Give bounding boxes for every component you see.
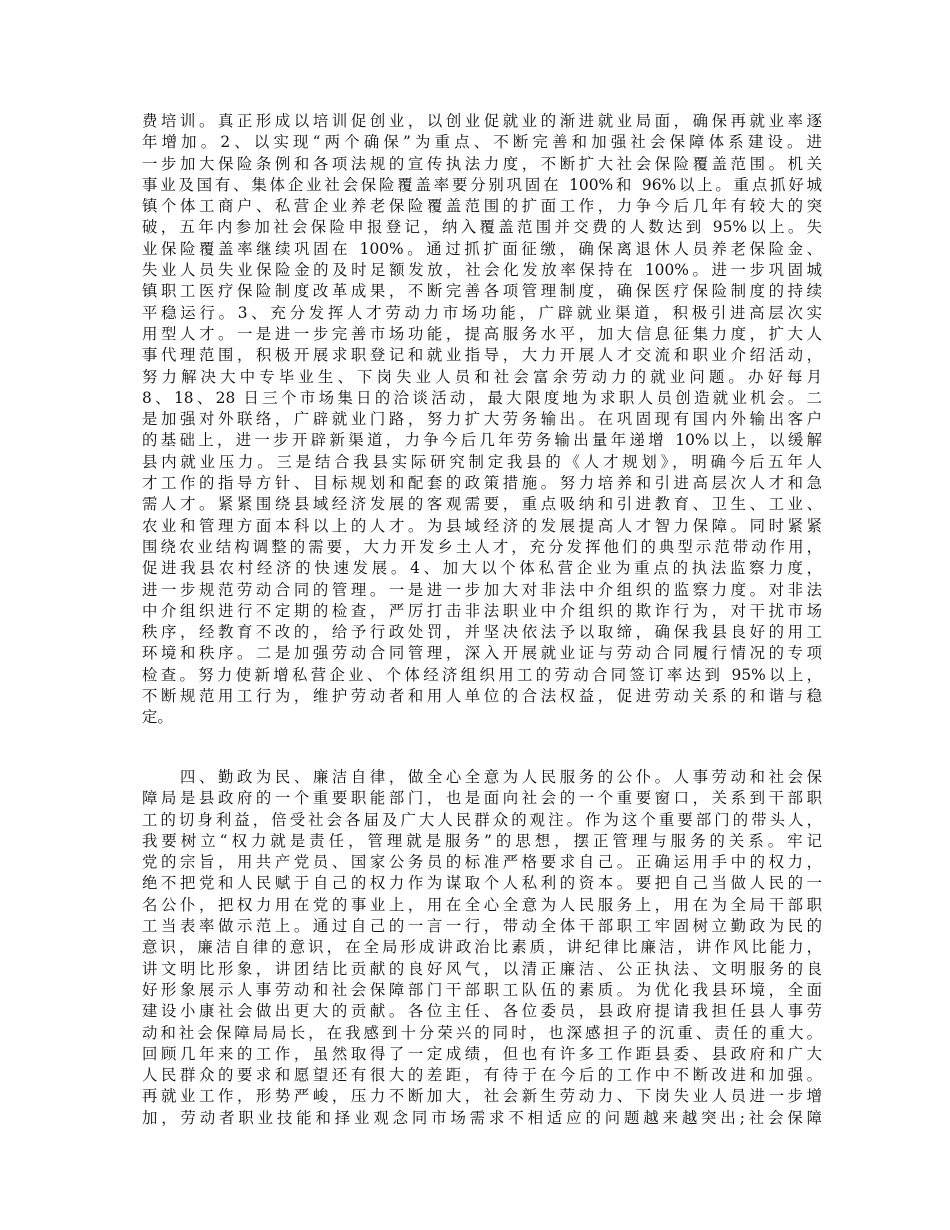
text-line: 不断规范用工行为，维护劳动者和用人单位的合法权益，促进劳动关系的和谐与稳 [142,687,822,706]
text-line: 事代理范围，积极开展求职登记和就业指导，大力开展人才交流和职业介绍活动， [142,346,822,365]
text-line: 定。 [142,708,173,727]
text-line: 中介组织进行不定期的检查，严厉打击非法职业中介组织的欺诈行为，对干扰市场 [142,601,822,620]
text-line: 破，五年内参加社会保险申报登记，纳入覆盖范围并交费的人数达到 95%以上。失 [142,218,822,237]
text-line: 县内就业压力。三是结合我县实际研究制定我县的《人才规划》，明确今后五年人 [142,452,822,471]
text-line: 用型人才。一是进一步完善市场功能，提高服务水平，加大信息征集力度，扩大人 [142,324,822,343]
text-line: 好形象展示人事劳动和社会保障部门干部职工队伍的素质。为优化我县环境，全面 [142,980,822,999]
text-line: 四、勤政为民、廉洁自律，做全心全意为人民服务的公仆。人事劳动和社会保 [142,768,822,786]
text-line: 镇职工医疗保险制度改革成果，不断完善各项管理制度，确保医疗保险制度的持续 [142,282,822,301]
text-line: 障局是县政府的一个重要职能部门，也是面向社会的一个重要窗口，关系到干部职 [142,789,822,808]
text-line: 绝不把党和人民赋于自己的权力作为谋取个人私利的资本。要把自己当做人民的一 [142,874,822,893]
text-line: 费培训。真正形成以培训促创业，以创业促就业的渐进就业局面，确保再就业率逐 [142,112,822,130]
text-line: 8、18、28 日三个市场集日的洽谈活动，最大限度地为求职人员创造就业机会。二 [142,388,822,407]
text-line: 动和社会保障局局长，在我感到十分荣兴的同时，也深感担子的沉重、责任的重大。 [142,1023,822,1042]
text-line: 年增加。2、以实现“两个确保”为重点、不断完善和加强社会保障体系建设。进 [142,133,822,152]
text-line: 工的切身利益，倍受社会各届及广大人民群众的观注。作为这个重要部门的带头人， [142,810,822,829]
paragraph-1 [142,111,822,729]
text-line: 农业和管理方面本科以上的人才。为县域经济的发展提高人才智力保障。同时紧紧 [142,516,822,535]
text-line: 事业及国有、集体企业社会保险覆盖率要分别巩固在 100%和 96%以上。重点抓好城 [142,175,822,194]
text-line: 围绕农业结构调整的需要，大力开发乡土人才，充分发挥他们的典型示范带动作用， [142,537,822,556]
text-line: 回顾几年来的工作，虽然取得了一定成绩，但也有许多工作距县委、县政府和广大 [142,1044,822,1063]
text-line: 进一步规范劳动合同的管理。一是进一步加大对非法中介组织的监察力度。对非法 [142,580,822,599]
text-line: 名公仆，把权力用在党的事业上，用在全心全意为人民服务上，用在为全局干部职 [142,895,822,914]
text-line: 意识，廉洁自律的意识，在全局形成讲政治比素质，讲纪律比廉洁，讲作风比能力， [142,938,822,957]
text-line: 努力解决大中专毕业生、下岗失业人员和社会富余劳动力的就业问题。办好每月 [142,367,822,386]
text-line: 检查。努力使新增私营企业、个体经济组织用工的劳动合同签订率达到 95%以上， [142,665,822,684]
text-line: 加，劳动者职业技能和择业观念同市场需求不相适应的问题越来越突出;社会保障 [142,1108,822,1127]
text-line: 的基础上，进一步开辟新渠道，力争今后几年劳务输出量年递增 10%以上，以缓解 [142,431,822,450]
text-line: 环境和秩序。二是加强劳动合同管理，深入开展就业证与劳动合同履行情况的专项 [142,644,822,663]
text-line: 人民群众的要求和愿望还有很大的差距，有待于在今后的工作中不断改进和加强。 [142,1066,822,1085]
text-line: 一步加大保险条例和各项法规的宣传执法力度，不断扩大社会保险覆盖范围。机关 [142,154,822,173]
text-line: 业保险覆盖率继续巩固在 100%。通过抓扩面征缴，确保离退休人员养老保险金、 [142,239,822,258]
text-line: 我要树立“权力就是责任，管理就是服务”的思想，摆正管理与服务的关系。牢记 [142,831,822,850]
text-line: 镇个体工商户、私营企业养老保险覆盖范围的扩面工作，力争今后几年有较大的突 [142,197,822,216]
text-line: 讲文明比形象，讲团结比贡献的良好风气，以清正廉洁、公正执法、文明服务的良 [142,959,822,978]
text-line: 促进我县农村经济的快速发展。4、加大以个体私营企业为重点的执法监察力度， [142,559,822,578]
text-line: 秩序，经教育不改的，给予行政处罚，并坚决依法予以取缔，确保我县良好的用工 [142,623,822,642]
text-line: 再就业工作，形势严峻，压力不断加大，社会新生劳动力、下岗失业人员进一步增 [142,1087,822,1106]
text-line: 工当表率做示范上。通过自己的一言一行，带动全体干部职工牢固树立勤政为民的 [142,917,822,936]
text-line: 党的宗旨，用共产党员、国家公务员的标准严格要求自己。正确运用手中的权力， [142,853,822,872]
text-line: 才工作的指导方针、目标规划和配套的政策措施。努力培养和引进高层次人才和急 [142,474,822,493]
text-line: 失业人员失业保险金的及时足额发放，社会化发放率保持在 100%。进一步巩固城 [142,261,822,280]
text-line: 平稳运行。3、充分发挥人才劳动力市场功能，广辟就业渠道，积极引进高层次实 [142,303,822,322]
text-line: 建设小康社会做出更大的贡献。各位主任、各位委员，县政府提请我担任县人事劳 [142,1002,822,1021]
text-line: 需人才。紧紧围绕县域经济发展的客观需要，重点吸纳和引进教育、卫生、工业、 [142,495,822,514]
text-line: 是加强对外联络，广辟就业门路，努力扩大劳务输出。在巩固现有国内外输出客户 [142,410,822,429]
paragraph-2 [142,767,822,1129]
